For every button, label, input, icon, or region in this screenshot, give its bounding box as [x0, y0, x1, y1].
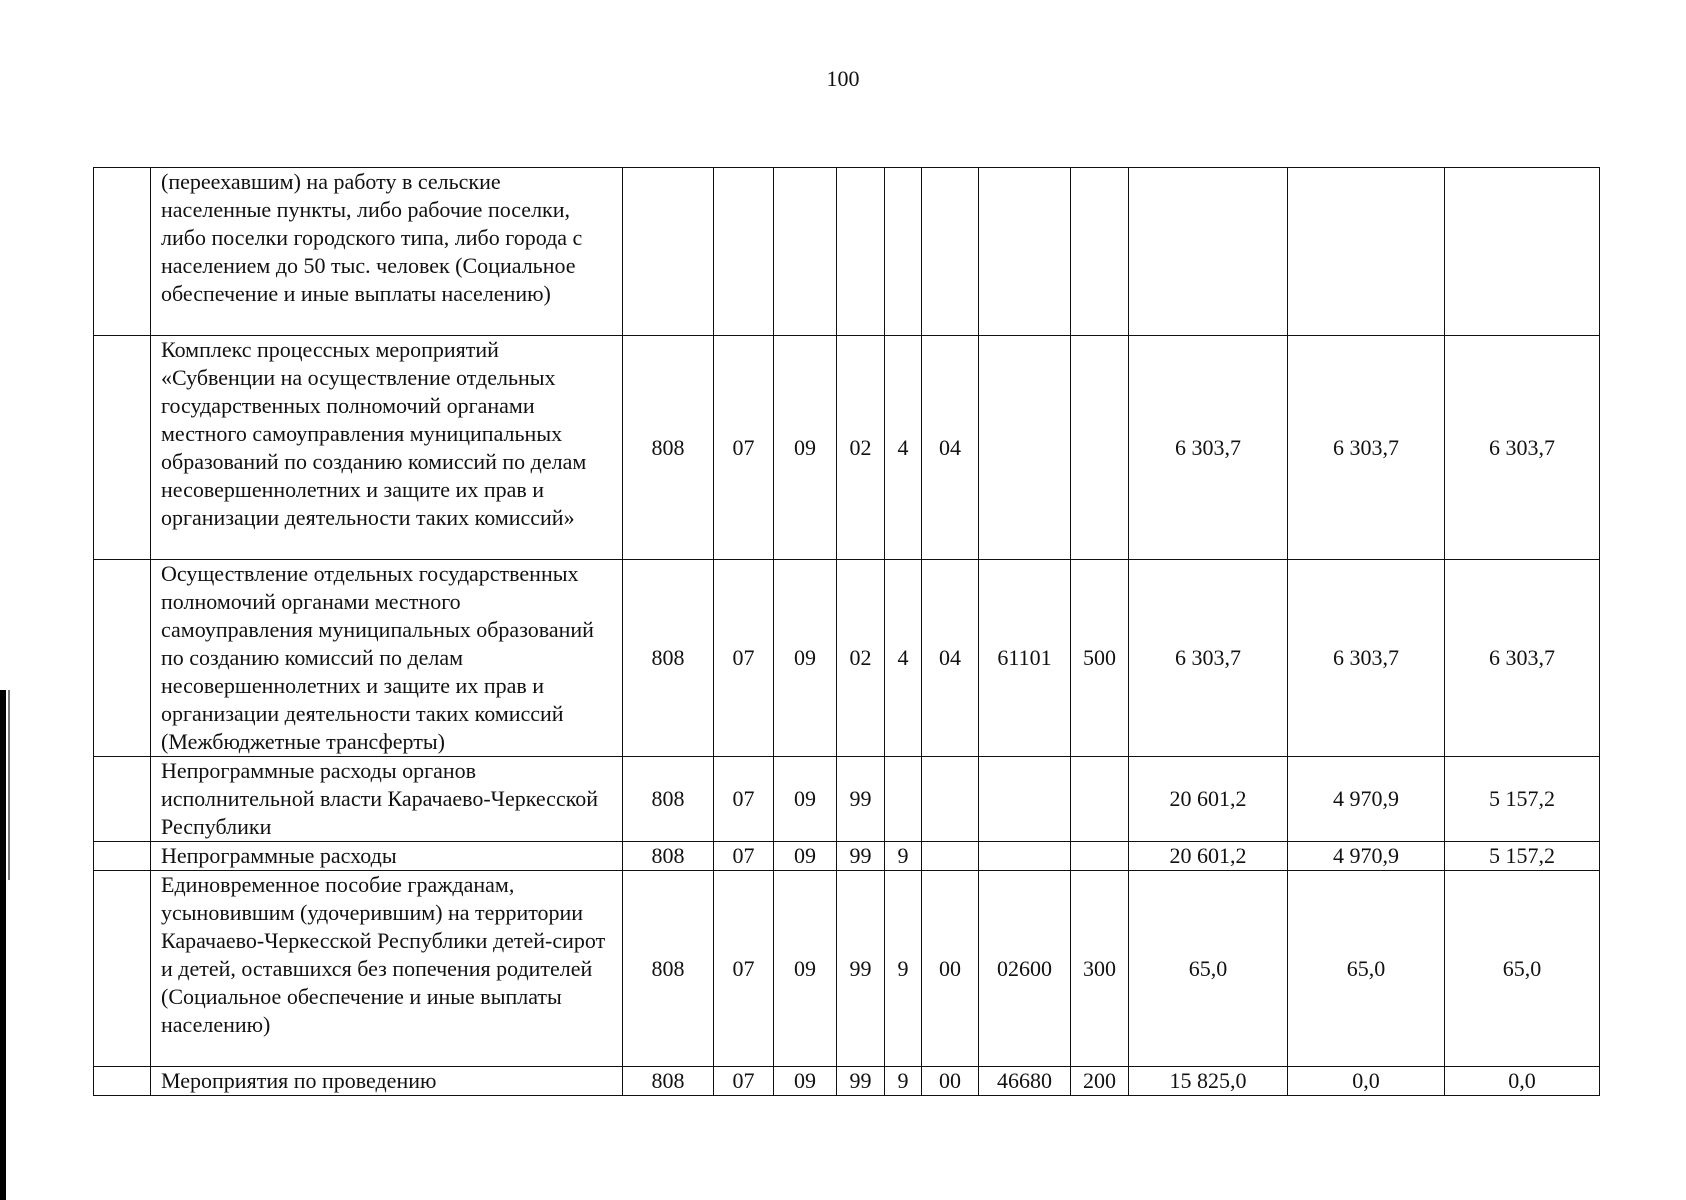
- amount-year1-cell: 6 303,7: [1129, 336, 1288, 560]
- row-number-cell: [94, 871, 151, 1067]
- subprogram-code-cell: 4: [885, 560, 922, 757]
- event-code-cell: [922, 757, 979, 842]
- amount-year1-cell: 20 601,2: [1129, 842, 1288, 871]
- amount-year3-cell: 6 303,7: [1445, 560, 1600, 757]
- direction-code-cell: 46680: [979, 1067, 1071, 1096]
- subsection-code-cell: 09: [774, 842, 837, 871]
- row-number-cell: [94, 560, 151, 757]
- direction-code-cell: 02600: [979, 871, 1071, 1067]
- scan-edge-line: [8, 690, 10, 880]
- table-row: [94, 871, 1600, 1067]
- program-code-cell: 02: [837, 336, 885, 560]
- description-cell: Единовременное пособие гражданам, усыновившим (удочерившим) на территории Карачаево-Черкесской Республики детей-сирот и детей, оставшихся без попечения родителей (Социальное обеспечение и иные выплаты населению): [151, 871, 623, 1067]
- row-number-cell: [94, 1067, 151, 1096]
- program-code-cell: 02: [837, 560, 885, 757]
- row-number-cell: [94, 168, 151, 336]
- page-number: 100: [826, 66, 860, 91]
- amount-year3-cell: [1445, 168, 1600, 336]
- amount-year1-cell: 15 825,0: [1129, 1067, 1288, 1096]
- table-row: [94, 168, 1600, 336]
- ministry-code-cell: 808: [623, 842, 714, 871]
- ministry-code-cell: 808: [623, 871, 714, 1067]
- ministry-code-cell: [623, 168, 714, 336]
- ministry-code-cell: 808: [623, 336, 714, 560]
- scan-edge-shadow: [0, 690, 6, 1200]
- event-code-cell: 00: [922, 1067, 979, 1096]
- description-cell: Осуществление отдельных государственных полномочий органами местного самоуправления муниципальных образований по созданию комиссий по делам несовершеннолетних и защите их прав и организации деятельности таких комиссий (Межбюджетные трансферты): [151, 560, 623, 757]
- section-code-cell: 07: [714, 757, 774, 842]
- subprogram-code-cell: 9: [885, 871, 922, 1067]
- table-body: [94, 168, 1600, 1096]
- amount-year2-cell: 4 970,9: [1288, 757, 1445, 842]
- amount-year3-cell: 6 303,7: [1445, 336, 1600, 560]
- expense-type-cell: [1071, 842, 1129, 871]
- expense-type-cell: 500: [1071, 560, 1129, 757]
- subprogram-code-cell: 4: [885, 336, 922, 560]
- subsection-code-cell: 09: [774, 757, 837, 842]
- program-code-cell: 99: [837, 842, 885, 871]
- direction-code-cell: [979, 336, 1071, 560]
- direction-code-cell: [979, 842, 1071, 871]
- amount-year2-cell: 0,0: [1288, 1067, 1445, 1096]
- subprogram-code-cell: 9: [885, 1067, 922, 1096]
- description-cell: Непрограммные расходы: [151, 842, 623, 871]
- program-code-cell: 99: [837, 1067, 885, 1096]
- row-number-cell: [94, 336, 151, 560]
- table-row: [94, 842, 1600, 871]
- budget-table: [93, 167, 1600, 1096]
- program-code-cell: [837, 168, 885, 336]
- amount-year2-cell: 65,0: [1288, 871, 1445, 1067]
- ministry-code-cell: 808: [623, 1067, 714, 1096]
- direction-code-cell: [979, 168, 1071, 336]
- ministry-code-cell: 808: [623, 560, 714, 757]
- amount-year2-cell: [1288, 168, 1445, 336]
- expense-type-cell: [1071, 168, 1129, 336]
- amount-year3-cell: 0,0: [1445, 1067, 1600, 1096]
- amount-year3-cell: 65,0: [1445, 871, 1600, 1067]
- amount-year3-cell: 5 157,2: [1445, 757, 1600, 842]
- amount-year1-cell: 65,0: [1129, 871, 1288, 1067]
- amount-year2-cell: 6 303,7: [1288, 336, 1445, 560]
- budget-table-container: [93, 167, 1599, 1096]
- description-cell: Непрограммные расходы органов исполнительной власти Карачаево-Черкесской Республики: [151, 757, 623, 842]
- description-cell: Комплекс процессных мероприятий «Субвенции на осуществление отдельных государственных полномочий органами местного самоуправления муниципальных образований по созданию комиссий по делам несовершеннолетних и защите их прав и организации деятельности таких комиссий»: [151, 336, 623, 560]
- expense-type-cell: 300: [1071, 871, 1129, 1067]
- subprogram-code-cell: [885, 168, 922, 336]
- description-cell: (переехавшим) на работу в сельские населенные пункты, либо рабочие поселки, либо поселки городского типа, либо города с населением до 50 тыс. человек (Социальное обеспечение и иные выплаты населению): [151, 168, 623, 336]
- subprogram-code-cell: 9: [885, 842, 922, 871]
- ministry-code-cell: 808: [623, 757, 714, 842]
- direction-code-cell: 61101: [979, 560, 1071, 757]
- direction-code-cell: [979, 757, 1071, 842]
- subsection-code-cell: [774, 168, 837, 336]
- row-number-cell: [94, 757, 151, 842]
- subprogram-code-cell: [885, 757, 922, 842]
- amount-year2-cell: 6 303,7: [1288, 560, 1445, 757]
- event-code-cell: 04: [922, 336, 979, 560]
- subsection-code-cell: 09: [774, 1067, 837, 1096]
- section-code-cell: 07: [714, 336, 774, 560]
- event-code-cell: 04: [922, 560, 979, 757]
- program-code-cell: 99: [837, 757, 885, 842]
- subsection-code-cell: 09: [774, 560, 837, 757]
- expense-type-cell: 200: [1071, 1067, 1129, 1096]
- table-row: [94, 560, 1600, 757]
- amount-year1-cell: 6 303,7: [1129, 560, 1288, 757]
- amount-year1-cell: 20 601,2: [1129, 757, 1288, 842]
- event-code-cell: 00: [922, 871, 979, 1067]
- section-code-cell: 07: [714, 1067, 774, 1096]
- table-row: [94, 336, 1600, 560]
- expense-type-cell: [1071, 757, 1129, 842]
- section-code-cell: 07: [714, 871, 774, 1067]
- event-code-cell: [922, 168, 979, 336]
- subsection-code-cell: 09: [774, 871, 837, 1067]
- amount-year1-cell: [1129, 168, 1288, 336]
- event-code-cell: [922, 842, 979, 871]
- table-row: [94, 1067, 1600, 1096]
- expense-type-cell: [1071, 336, 1129, 560]
- description-cell: Мероприятия по проведению: [151, 1067, 623, 1096]
- program-code-cell: 99: [837, 871, 885, 1067]
- amount-year3-cell: 5 157,2: [1445, 842, 1600, 871]
- amount-year2-cell: 4 970,9: [1288, 842, 1445, 871]
- section-code-cell: [714, 168, 774, 336]
- subsection-code-cell: 09: [774, 336, 837, 560]
- table-row: [94, 757, 1600, 842]
- section-code-cell: 07: [714, 560, 774, 757]
- section-code-cell: 07: [714, 842, 774, 871]
- row-number-cell: [94, 842, 151, 871]
